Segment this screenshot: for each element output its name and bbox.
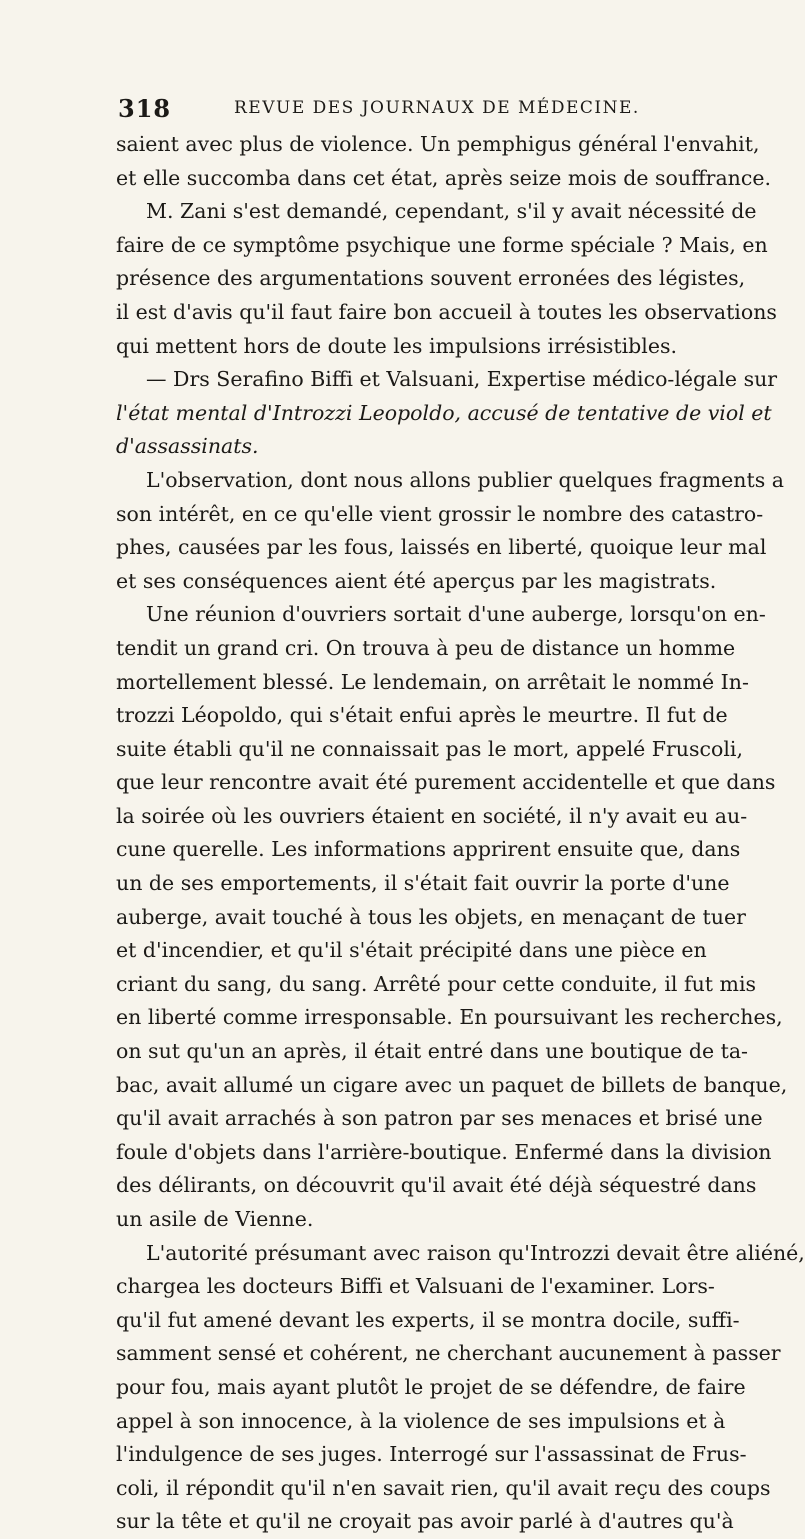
text-line: appel à son innocence, à la violence de ses impulsions et à <box>116 1408 726 1433</box>
text-line: l'indulgence de ses juges. Interrogé sur l'assassinat de Frus- <box>116 1442 747 1467</box>
page-number: 318 <box>118 94 172 123</box>
text-line: un de ses emportements, il s'était fait ouvrir la porte d'une <box>116 871 730 896</box>
text-line: faire de ce symptôme psychique une forme spéciale ? Mais, en <box>116 232 768 257</box>
text-line: mortellement blessé. Le lendemain, on arrêtait le nommé In- <box>116 669 749 694</box>
text-line: et elle succomba dans cet état, après seize mois de souffrance. <box>116 165 772 190</box>
text-line: il est d'avis qu'il faut faire bon accueil à toutes les observations <box>116 299 777 324</box>
text-line: coli, il répondit qu'il n'en savait rien, qu'il avait reçu des coups <box>116 1475 771 1500</box>
text-line: Une réunion d'ouvriers sortait d'une auberge, lorsqu'on en- <box>146 602 766 627</box>
page-header <box>118 94 680 123</box>
text-line: chargea les docteurs Biffi et Valsuani de l'examiner. Lors- <box>116 1274 715 1299</box>
text-line: qui mettent hors de doute les impulsions irrésistibles. <box>116 333 678 358</box>
text-line: foule d'objets dans l'arrière-boutique. Enfermé dans la division <box>116 1139 772 1164</box>
text-line: phes, causées par les fous, laissés en liberté, quoique leur mal <box>116 535 767 560</box>
text-line: on sut qu'un an après, il était entré dans une boutique de ta- <box>116 1039 748 1064</box>
text-line: que leur rencontre avait été purement accidentelle et que dans <box>116 770 776 795</box>
text-line: et d'incendier, et qu'il s'était précipité dans une pièce en <box>116 938 707 963</box>
text-line: saient avec plus de violence. Un pemphigus général l'envahit, <box>116 132 760 156</box>
text-line: trozzi Léopoldo, qui s'était enfui après le meurtre. Il fut de <box>116 703 728 728</box>
text-line: qu'il fut amené devant les experts, il se montra docile, suffi- <box>116 1307 740 1332</box>
text-line: cune querelle. Les informations apprirent ensuite que, dans <box>116 837 741 862</box>
text-line: L'observation, dont nous allons publier quelques fragments a <box>146 467 784 492</box>
text-line: — Drs Serafino Biffi et Valsuani, Expertise médico-légale sur <box>146 367 778 392</box>
text-line: qu'il avait arrachés à son patron par ses menaces et brisé une <box>116 1106 763 1131</box>
text-line: et ses conséquences aient été aperçus par les magistrats. <box>116 568 717 593</box>
running-title: REVUE DES JOURNAUX DE MÉDECINE. <box>234 98 640 118</box>
text-line: auberge, avait touché à tous les objets, en menaçant de tuer <box>116 904 746 929</box>
text-line: des délirants, on découvrit qu'il avait été déjà séquestré dans <box>116 1173 757 1198</box>
text-line: son intérêt, en ce qu'elle vient grossir le nombre des catastro- <box>116 501 764 526</box>
text-line: samment sensé et cohérent, ne cherchant aucunement à passer <box>116 1341 781 1366</box>
text-line: criant du sang, du sang. Arrêté pour cette conduite, il fut mis <box>116 971 757 996</box>
text-line: un asile de Vienne. <box>116 1207 314 1231</box>
text-line: l'état mental d'Introzzi Leopoldo, accusé de tentative de viol et <box>116 400 772 425</box>
text-line: bac, avait allumé un cigare avec un paquet de billets de banque, <box>116 1072 788 1097</box>
text-line: tendit un grand cri. On trouva à peu de distance un homme <box>116 635 736 660</box>
text-line: pour fou, mais ayant plutôt le projet de se défendre, de faire <box>116 1374 746 1399</box>
text-line: présence des argumentations souvent erronées des légistes, <box>116 266 746 291</box>
text-line: d'assassinats. <box>116 434 259 459</box>
text-line: L'autorité présumant avec raison qu'Introzzi devait être aliéné, <box>146 1240 805 1265</box>
text-line: M. Zani s'est demandé, cependant, s'il y avait nécessité de <box>146 199 757 224</box>
text-line: en liberté comme irresponsable. En poursuivant les recherches, <box>116 1005 783 1030</box>
text-line: sur la tête et qu'il ne croyait pas avoir parlé à d'autres qu'à <box>116 1509 734 1534</box>
body-text <box>116 128 805 1539</box>
text-line: la soirée où les ouvriers étaient en société, il n'y avait eu au- <box>116 803 748 828</box>
text-line: suite établi qu'il ne connaissait pas le mort, appelé Fruscoli, <box>116 736 743 761</box>
